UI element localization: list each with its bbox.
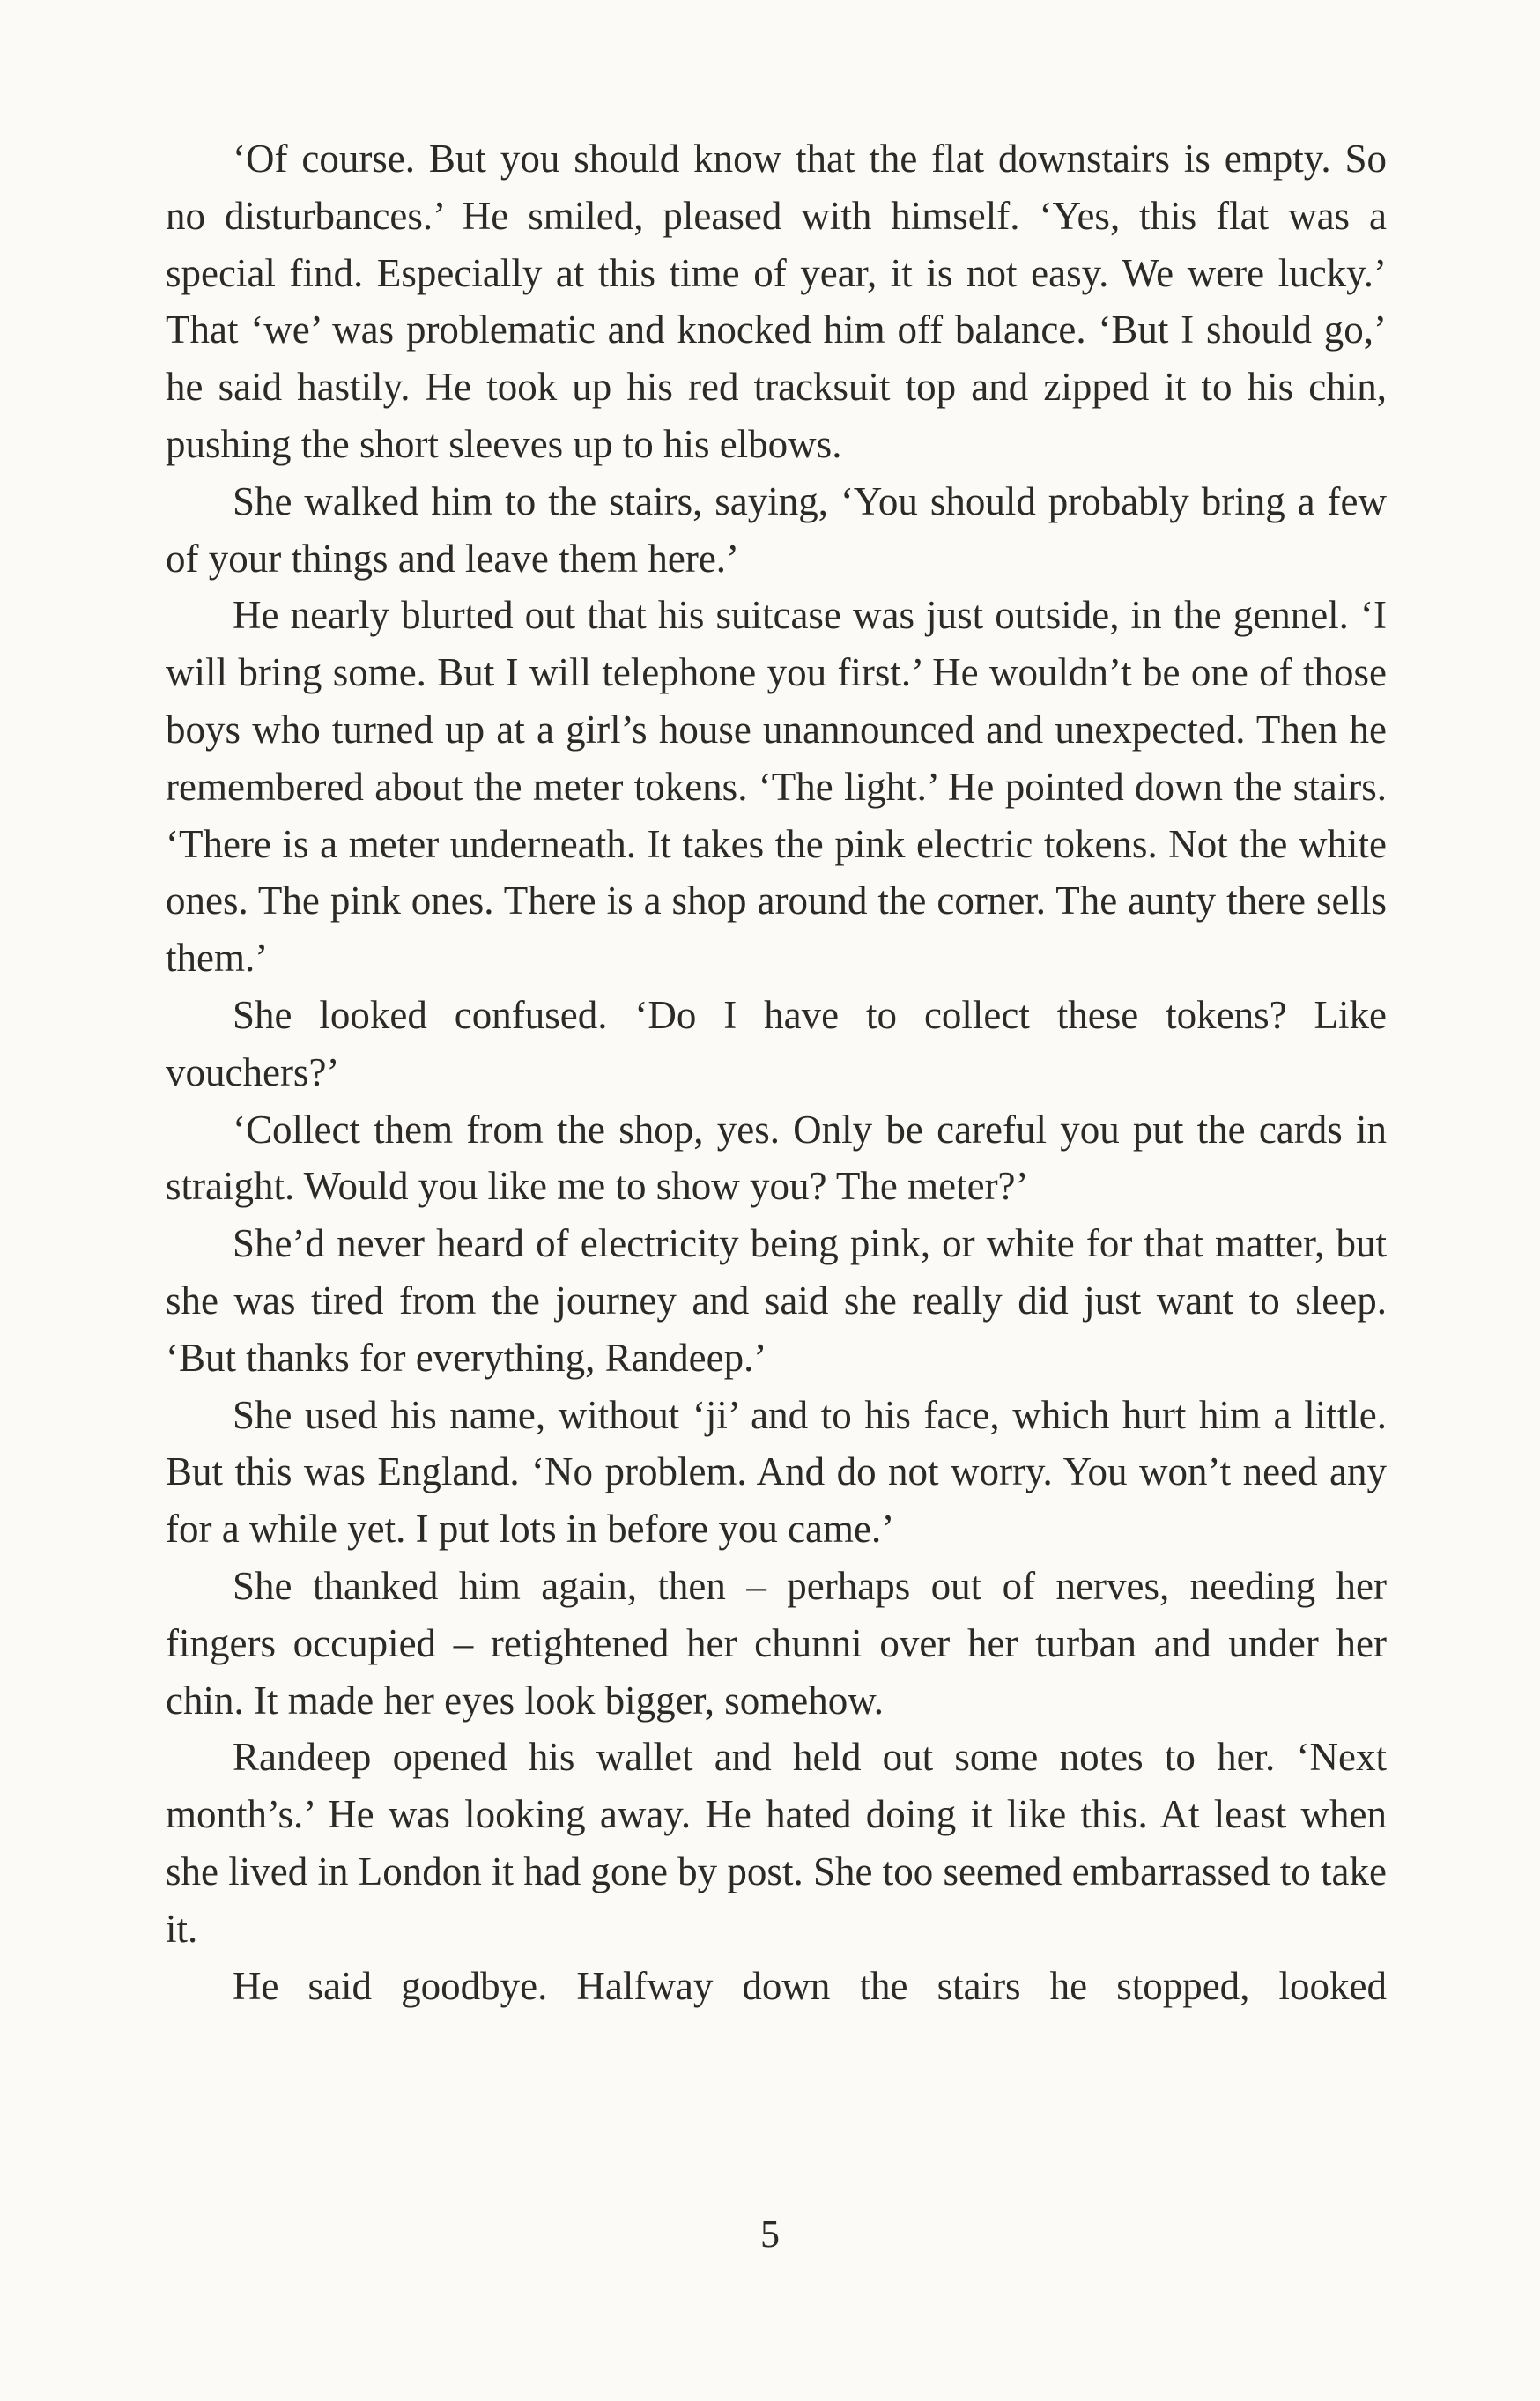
paragraph: She thanked him again, then – perhaps out of nerves, needing her fingers occupied – retightened her chunni over her turban and under her chin. It made her eyes look bigger, somehow. xyxy=(166,1563,1387,1723)
paragraph: She walked him to the stairs, saying, ‘You should probably bring a few of your things and leave them here.’ xyxy=(166,478,1387,581)
paragraph: He said goodbye. Halfway down the stairs he stopped, looked xyxy=(233,1963,1387,2008)
page-number: 5 xyxy=(760,2212,780,2256)
paragraph: She used his name, without ‘ji’ and to his face, which hurt him a little. But this was England. ‘No problem. And do not worry. You won’t need any for a while yet. I put lots in before you came.’ xyxy=(166,1392,1387,1552)
paragraph: She’d never heard of electricity being pink, or white for that matter, but she was tired from the journey and said she really did just want to sleep. ‘But thanks for everything, Randeep.’ xyxy=(166,1221,1387,1380)
paragraph: He nearly blurted out that his suitcase was just outside, in the gennel. ‘I will bring some. But I will telephone you first.’ He wouldn’t be one of those boys who turned up at a girl’s house unannounced and unexpected. Then he remembered about the meter tokens. ‘The light.’ He pointed down the stairs. ‘There is a meter underneath. It takes the pink electric tokens. Not the white ones. The pink ones. There is a shop around the corner. The aunty there sells them.’ xyxy=(166,593,1387,981)
paragraph: Randeep opened his wallet and held out some notes to her. ‘Next month’s.’ He was looking away. He hated doing it like this. At least when she lived in London it had gone by post. She too seemed embarrassed to take it. xyxy=(166,1735,1387,1951)
body-text xyxy=(166,130,1387,2014)
paragraph: ‘Of course. But you should know that the flat downstairs is empty. So no disturbances.’ He smiled, pleased with himself. ‘Yes, this flat was a special find. Especially at this time of year, it is not easy. We were lucky.’ That ‘we’ was problematic and knocked him off balance. ‘But I should go,’ he said hastily. He took up his red tracksuit top and zipped it to his chin, pushing the short sleeves up to his elbows. xyxy=(166,137,1387,466)
paragraph: ‘Collect them from the shop, yes. Only be careful you put the cards in straight. Would you like me to show you? The meter?’ xyxy=(166,1107,1387,1209)
paragraph: She looked confused. ‘Do I have to collect these tokens? Like vouchers?’ xyxy=(166,992,1387,1094)
